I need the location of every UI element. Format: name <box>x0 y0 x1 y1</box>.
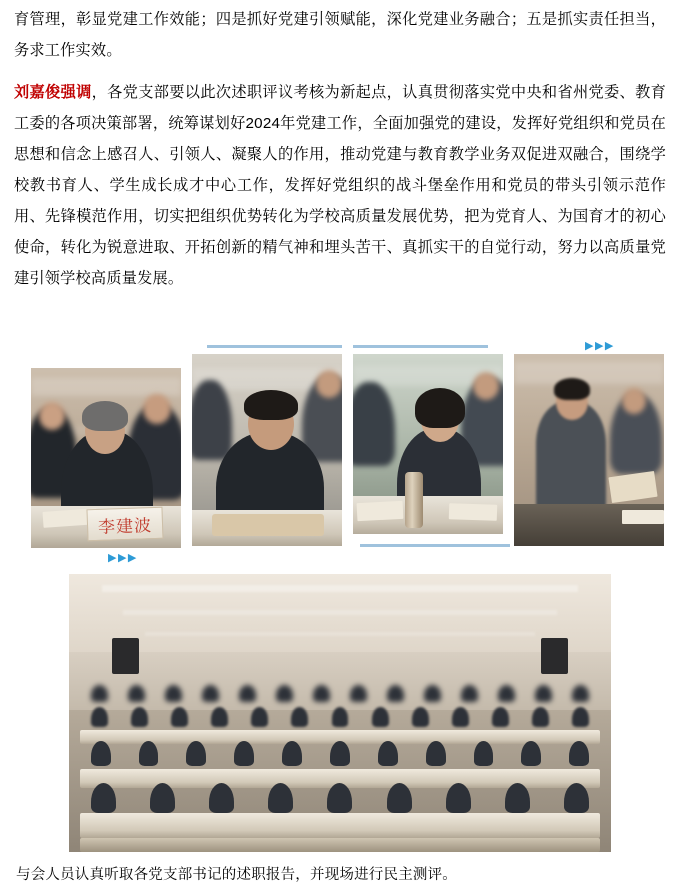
paragraph-emphasis <box>14 66 666 294</box>
decor-arrows-photo-1: ▶▶▶ <box>108 551 138 564</box>
photo-meeting-participant-2 <box>192 354 342 546</box>
decor-rule-top-photo-2 <box>207 345 342 348</box>
photo-strip <box>14 316 666 562</box>
photo-meeting-participant-4 <box>514 354 664 546</box>
photo-caption: 与会人员认真听取各党支部书记的述职报告，并现场进行民主测评。 <box>16 867 457 883</box>
speaker-name-emphasis: 刘嘉俊强调 <box>14 84 92 101</box>
photo-meeting-participant-1 <box>31 368 181 548</box>
photo-conference-hall <box>69 574 611 852</box>
decor-arrows-photo-4: ▶▶▶ <box>585 339 615 352</box>
nameplate-text: 李建波 <box>86 507 163 542</box>
decor-rule-top-photo-3 <box>353 345 488 348</box>
paragraph-continuation: 育管理，彰显党建工作效能；四是抓好党建引领赋能，深化党建业务融合；五是抓实责任担当，务求工作实效。 <box>14 11 666 59</box>
main-photo-wrapper <box>14 574 666 857</box>
photo-meeting-participant-3 <box>353 354 503 534</box>
decor-rule-bottom-photo-3 <box>360 544 510 547</box>
paragraph-emphasis-body: ，各党支部要以此次述职评议考核为新起点，认真贯彻落实党中央和省州党委、教育工委的各项决策部署，统筹谋划好2024年党建工作，全面加强党的建设，发挥好党组织和党员在思想和信念上感召人、引领人、凝聚人的作用，推动党建与教育教学业务双促进双融合，围绕学校教书育人、学生成长成才中心工作，发挥好党组织的战斗堡垒作用和党员的带头引领示范作用、先锋模范作用，切实把组织优势转化为学校高质量发展优势，把为党育人、为国育才的初心使命，转化为锐意进取、开拓创新的精气神和埋头苦干、真抓实干的自觉行动，努力以高质量党建引领学校高质量发展。 <box>14 84 666 287</box>
